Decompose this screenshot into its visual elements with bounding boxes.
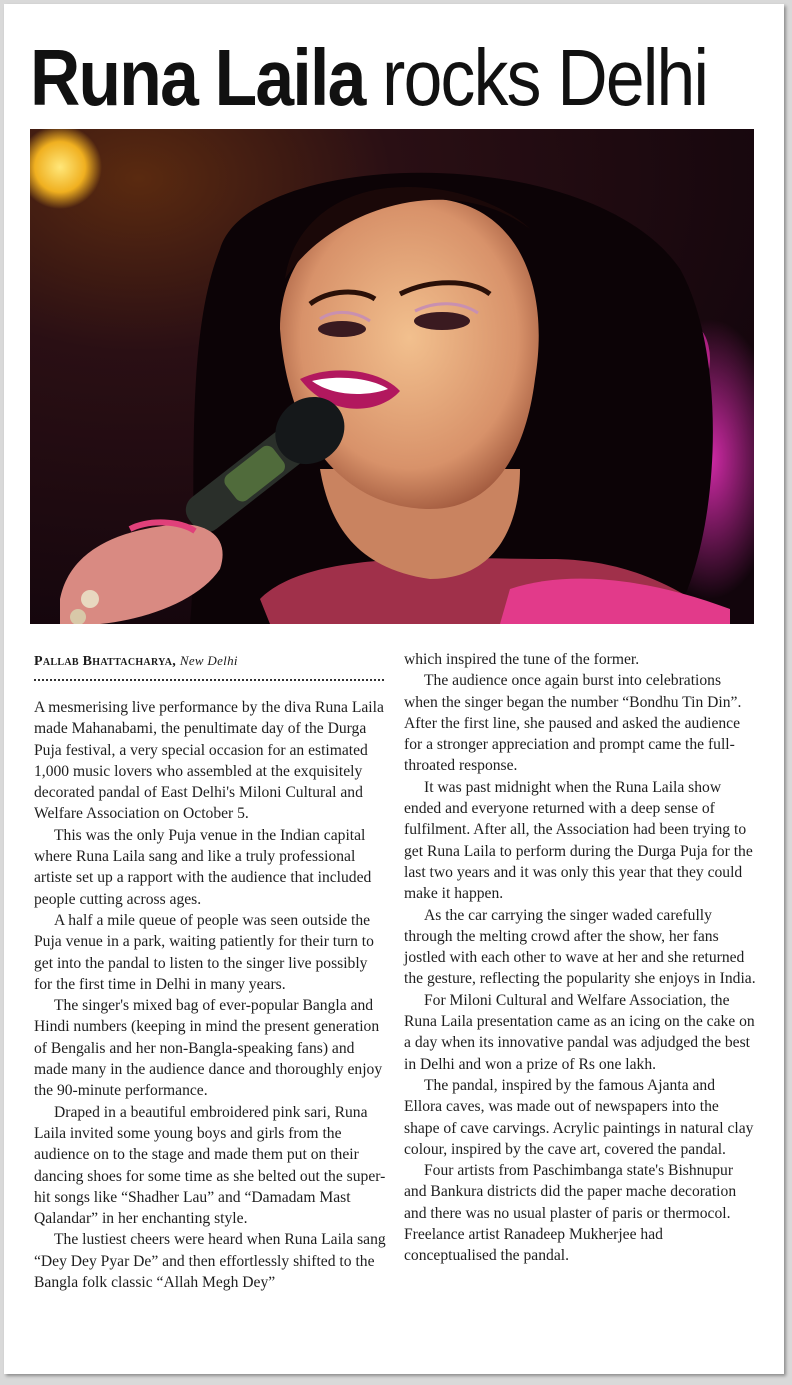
article-column-right bbox=[404, 649, 756, 1267]
headline-bold: Runa Laila bbox=[30, 33, 365, 122]
headline bbox=[30, 30, 708, 126]
dotted-divider bbox=[34, 679, 384, 681]
byline bbox=[34, 652, 384, 671]
paragraph: The lustiest cheers were heard when Runa Laila sang “Dey Dey Pyar De” and then effortlessly shifted to the Bangla folk classic “Allah Megh Dey” bbox=[34, 1231, 386, 1292]
byline-place: New Delhi bbox=[179, 653, 238, 668]
article-column-left bbox=[34, 697, 386, 1293]
paragraph: A half a mile queue of people was seen outside the Puja venue in a park, waiting patiently for their turn to get into the pandal to listen to the singer live possibly for the first time in Delhi in many years. bbox=[34, 911, 374, 993]
singer-illustration bbox=[30, 129, 754, 624]
paragraph: A mesmerising live performance by the diva Runa Laila made Mahanabami, the penultimate day of the Durga Puja festival, a very special occasion for an estimated 1,000 music lovers who assembled at the exquisitely decorated pandal of East Delhi's Miloni Cultural and Welfare Association on October 5. bbox=[34, 699, 384, 823]
newspaper-clipping bbox=[4, 4, 784, 1374]
paragraph: Draped in a beautiful embroidered pink sari, Runa Laila invited some young boys and girls from the audience on to the stage and made them put on their dancing shoes for some time as she belted out the super-hit songs like “Shadher Lau” and “Damadam Mast Qalandar” in her enchanting style. bbox=[34, 1103, 386, 1228]
paragraph: The audience once again burst into celebrations when the singer began the number “Bondhu Tin Din”. After the first line, she paused and asked the audience for a stronger appreciation and prompt came the full-throated response. bbox=[404, 672, 742, 775]
paragraph: Four artists from Paschimbanga state's Bishnupur and Bankura districts did the paper mache decoration and there was no usual plaster of paris or thermocol. Freelance artist Ranadeep Mukherjee had conceptualised the pandal. bbox=[404, 1162, 737, 1265]
byline-author: Pallab Bhattacharya, bbox=[34, 654, 177, 669]
paragraph: As the car carrying the singer waded carefully through the melting crowd after the show, her fans jostled with each other to wave at her and she returned the gesture, reflecting the popularity she enjoys in India. bbox=[404, 906, 756, 988]
paragraph: This was the only Puja venue in the Indian capital where Runa Laila sang and like a truly professional artiste set up a rapport with the audience that included people cutting across ages. bbox=[34, 826, 372, 908]
paragraph: which inspired the tune of the former. bbox=[404, 651, 640, 668]
paragraph: The pandal, inspired by the famous Ajanta and Ellora caves, was made out of newspapers into the shape of cave carvings. Acrylic paintings in natural clay colour, inspired by the cave art, covered the pandal. bbox=[404, 1076, 754, 1158]
headline-rest: rocks Delhi bbox=[382, 33, 708, 122]
paragraph: For Miloni Cultural and Welfare Association, the Runa Laila presentation came as an icing on the cake on a day when its innovative pandal was adjudged the best in Delhi and won a prize of Rs one lakh. bbox=[404, 991, 755, 1073]
singer-photo bbox=[30, 129, 754, 624]
paragraph: The singer's mixed bag of ever-popular Bangla and Hindi numbers (keeping in mind the present generation of Bengalis and her non-Bangla-speaking fans) and made many in the audience dance and thoroughly enjoy the 90-minute performance. bbox=[34, 997, 383, 1100]
paragraph: It was past midnight when the Runa Laila show ended and everyone returned with a deep sense of fulfilment. After all, the Association had been trying to get Runa Laila to perform during the Durga Puja for the last two years and it was only this year that they could make it happen. bbox=[404, 778, 753, 903]
